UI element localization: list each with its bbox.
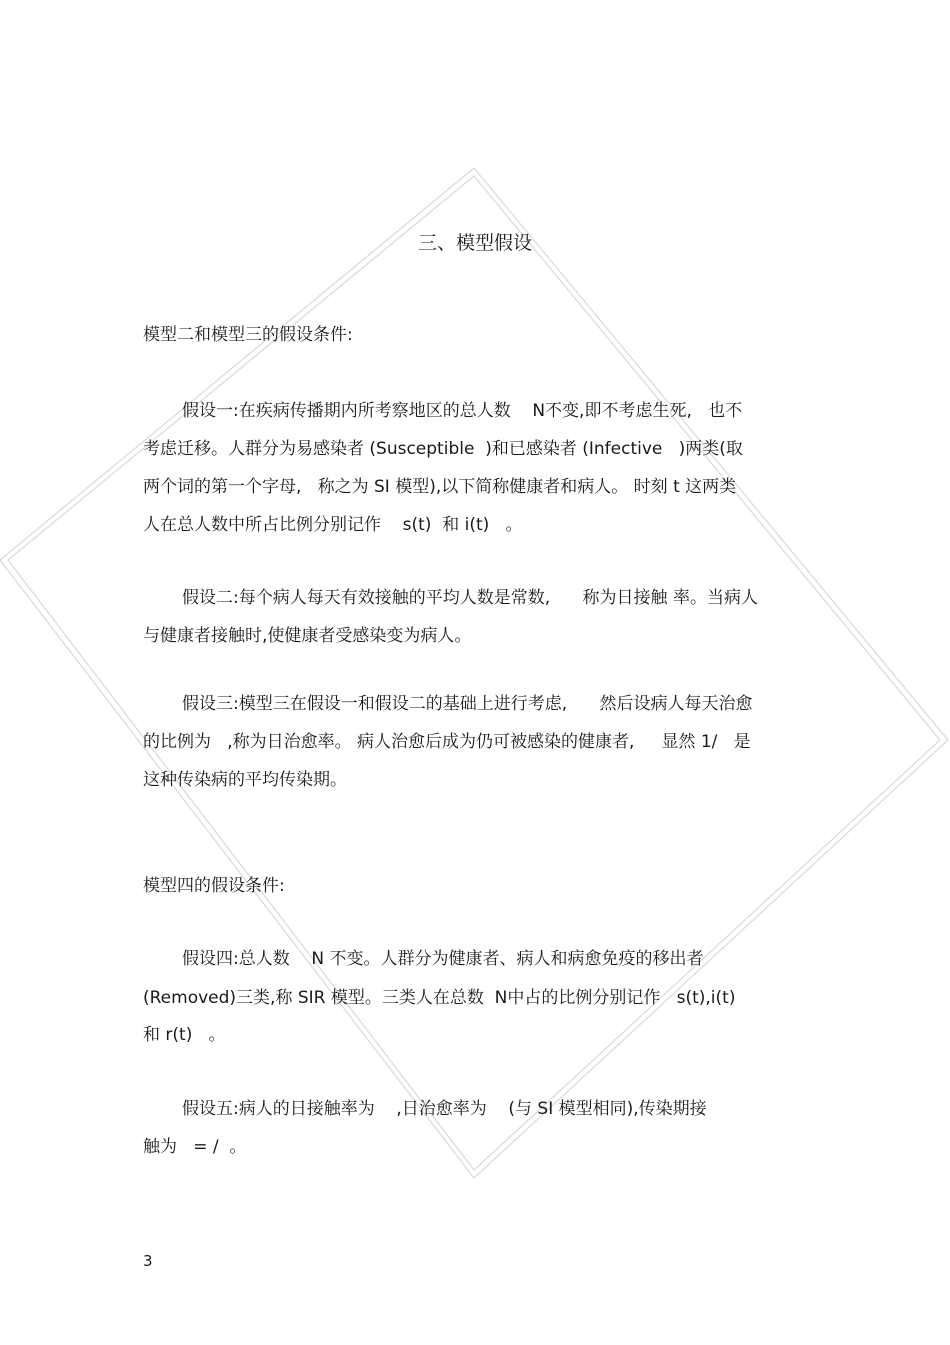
assumption-3-line-2: 的比例为 ,称为日治愈率。 病人治愈后成为仍可被感染的健康者, 显然 1/ 是 xyxy=(143,732,751,752)
assumption-1-line-2: 考虑迁移。人群分为易感染者 (Susceptible )和已感染者 (Infective )两类(取 xyxy=(143,439,743,459)
intro-models-2-3: 模型二和模型三的假设条件: xyxy=(143,325,353,345)
assumption-2-line-1: 假设二:每个病人每天有效接触的平均人数是常数, 称为日接触 率。当病人 xyxy=(182,588,758,608)
assumption-1-line-1: 假设一:在疾病传播期内所考察地区的总人数 N不变,即不考虑生死, 也不 xyxy=(182,401,743,421)
assumption-5-line-1: 假设五:病人的日接触率为 ,日治愈率为 (与 SI 模型相同),传染期接 xyxy=(182,1099,707,1119)
assumption-3-line-3: 这种传染病的平均传染期。 xyxy=(143,770,347,790)
assumption-2-line-2: 与健康者接触时,使健康者受感染变为病人。 xyxy=(143,626,472,646)
assumption-3-line-1: 假设三:模型三在假设一和假设二的基础上进行考虑, 然后设病人每天治愈 xyxy=(182,694,753,714)
assumption-4-line-1: 假设四:总人数 N 不变。人群分为健康者、病人和病愈免疫的移出者 xyxy=(182,949,704,969)
section-title: 三、模型假设 xyxy=(417,232,532,254)
assumption-4-line-3: 和 r(t) 。 xyxy=(143,1025,226,1045)
intro-model-4: 模型四的假设条件: xyxy=(143,876,285,896)
page-number: 3 xyxy=(143,1252,153,1270)
assumption-5-line-2: 触为 = / 。 xyxy=(143,1137,247,1157)
assumption-4-line-2: (Removed)三类,称 SIR 模型。三类人在总数 N中占的比例分别记作 s(t),i(t) xyxy=(143,988,736,1008)
assumption-1-line-4: 人在总人数中所占比例分别记作 s(t) 和 i(t) 。 xyxy=(143,515,523,535)
assumption-1-line-3: 两个词的第一个字母, 称之为 SI 模型),以下简称健康者和病人。 时刻 t 这两类 xyxy=(143,477,737,497)
